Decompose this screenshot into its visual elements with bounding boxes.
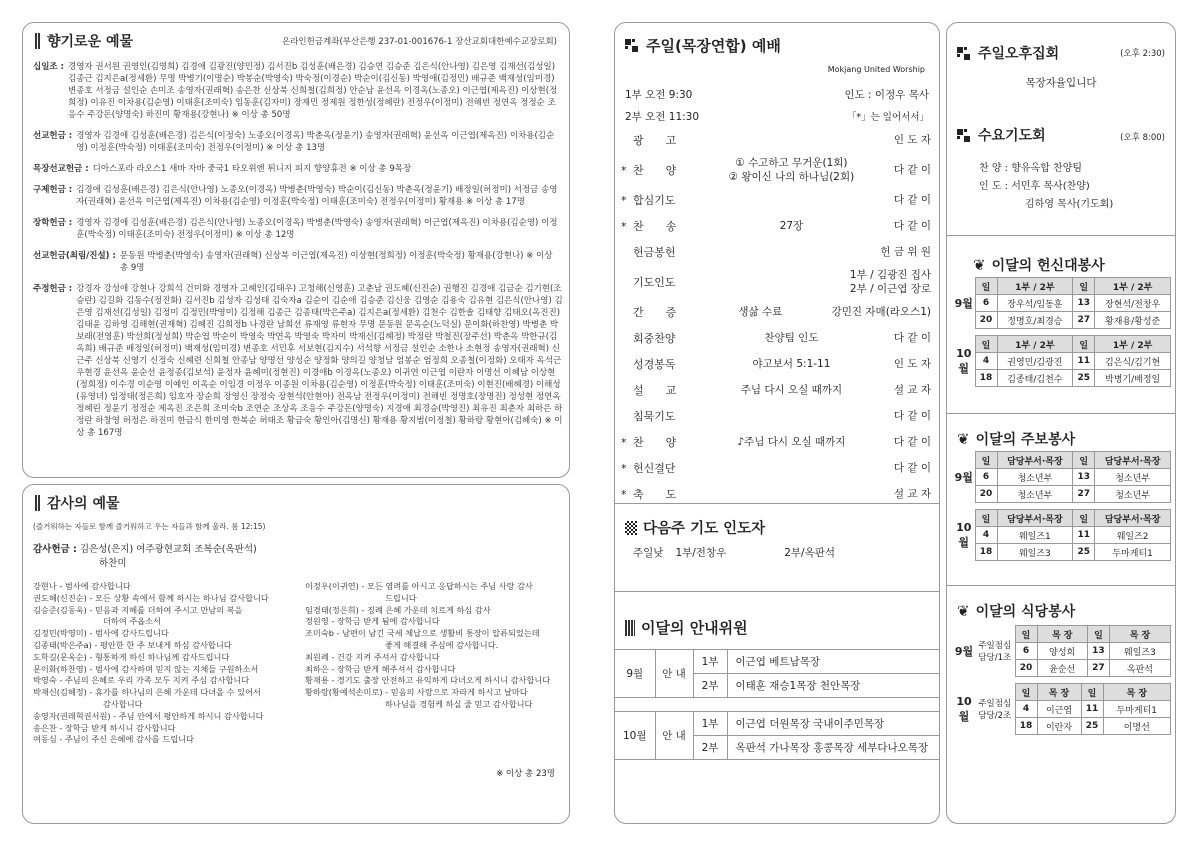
leaf-icon: ❦: [973, 256, 986, 274]
thanks-item: 임경태(정은희) - 징례 은혜 가운데 치르게 하심 감사: [305, 604, 491, 615]
cafeteria-header: [957, 601, 1075, 621]
assignee-cell: 옥판석: [1109, 660, 1170, 677]
ushers-title: 이달의 안내위원: [641, 619, 748, 637]
wednesday-leader-label: 인 도 :: [979, 181, 1009, 192]
service-item-leader: 다 같 이: [893, 164, 931, 176]
devotion-header: [973, 255, 1105, 275]
next-week-header: [625, 517, 765, 538]
assignee-cell: 장현석/전창우: [1095, 295, 1171, 312]
thanks-item: 이정우(이귀연) - 모든 염려를 아시고 응답하시는 주님 사랑 감사: [305, 581, 533, 591]
usher-names: 이근엽 베트남목장: [727, 650, 939, 674]
service-item-detail: 야고보서 5:1-11: [752, 358, 831, 370]
afternoon-header: [957, 43, 1059, 63]
day-cell: 13: [1087, 643, 1109, 660]
thanks-item: 더하여 주옵소서: [103, 616, 161, 627]
offering-section: [33, 61, 563, 121]
offering-label: 선교헌금(최림/진설) :: [33, 251, 116, 261]
day-cell: 13: [1073, 469, 1095, 486]
thanks-item: 김승준(김동욱) - 믿음과 지혜를 더하여 주시고 만남의 복을: [33, 604, 243, 615]
leaf-icon: ❦: [957, 430, 970, 448]
thanks-item: 도학길(문옥순) - 형통하게 하신 하나님께 감사드립니다: [33, 651, 230, 662]
day-cell: 25: [1073, 544, 1095, 561]
next-week-row: [633, 545, 835, 560]
service-item-name: 광 고: [633, 134, 677, 147]
month-table-header: [953, 684, 1171, 701]
header-cell: 1부 / 2부: [997, 278, 1073, 295]
team-label: 주일점심 담당/2조: [978, 699, 1012, 721]
header-cell: 담당부서·목장: [997, 510, 1073, 527]
month-table-row: [953, 486, 1171, 503]
month-label: 9월: [954, 297, 973, 310]
offering-section: [33, 163, 563, 175]
month-table-row: [953, 527, 1171, 544]
thanks-givers: 김은성(은지) 여주광현교회 조복순(옥판석): [79, 544, 257, 555]
worship-title: 주일(목장연합) 예배: [646, 37, 781, 55]
ushers-table: [615, 649, 939, 760]
wednesday-praise-team: 향유옥합 찬양팀: [1011, 163, 1083, 174]
day-cell: 18: [975, 370, 997, 387]
header-cell: 일: [975, 278, 997, 295]
fragrant-sections: [33, 61, 563, 448]
bar-marker-icon: [35, 33, 41, 49]
checker-marker-icon: [625, 521, 637, 535]
header-cell: 일: [1073, 452, 1095, 469]
month-table-header: [953, 278, 1171, 295]
header-cell: 일: [975, 510, 997, 527]
thanks-item: 송은찬 - 장학금 받게 하시니 감사합니다: [33, 722, 176, 733]
offering-names: 김경애 김성훈(배은경) 김은식(안나영) 노종오(이경옥) 박병춘(박영숙) 박순이(김신동) 박춘옥(정윤기) 배정일(허정미) 서정금 송영자(권래혁) 윤선옥 이근엽(제옥진) 이차용(김순영) 이정훈(박숙정) 이태훈(조미숙) 전정우(이정미) 황재용 ※ 이상 총 17명: [76, 185, 558, 207]
devotion-title: 이달의 헌신대봉사: [991, 258, 1105, 274]
service-item-leader: 다 같 이: [893, 332, 931, 344]
usher-row: [615, 712, 939, 736]
service-item-detail: 27장: [779, 220, 804, 232]
service-item: [621, 187, 935, 213]
afternoon-body: 목장자율입니다: [1025, 77, 1097, 89]
online-account: 온라인헌금계좌(부산은행 237-01-001676-1 장산교회대한예수교장로회): [282, 37, 557, 47]
month-table-header: [953, 510, 1171, 527]
header-cell: 담당부서·목장: [1095, 452, 1171, 469]
day-cell: 6: [975, 295, 997, 312]
worship-header: [625, 35, 781, 56]
header-cell: 일: [1087, 626, 1109, 643]
service-item-detail: 생삶 수료: [738, 306, 783, 318]
month-table: [953, 335, 1171, 387]
ushers-header: [625, 617, 748, 638]
day-cell: 11: [1073, 353, 1095, 370]
wednesday-praise: [979, 159, 1082, 174]
header-cell: 일: [975, 336, 997, 353]
thanks-item: 박재신(김혜정) - 휴가를 하나님의 은혜 가운데 다녀올 수 있어서: [33, 687, 261, 698]
service-item-leader: 다 같 이: [893, 194, 931, 206]
wednesday-leader-2: 김하영 목사(기도회): [1025, 199, 1114, 210]
assignee-cell: 청소년부: [1095, 469, 1171, 486]
day-cell: 27: [1073, 486, 1095, 503]
offering-names: 경영자 김경애 김성훈(배은경) 김은식(안나영) 노종오(이경옥) 박병춘(박영숙) 송영자(권래혁) 이근엽(제옥진) 이차용(김순영) 이정훈(박숙정) 이태훈(조미숙) 전정우(이정미) ※ 이상 총 12명: [76, 218, 558, 240]
service-item-name: 합심기도: [633, 194, 676, 207]
stand-marker: *: [621, 461, 627, 475]
service-item-name: 기도인도: [633, 276, 676, 289]
thanks-item: 드립니다: [385, 592, 417, 603]
assignee-cell: 이근엽: [1037, 701, 1081, 718]
offering-names: 경영자 김경애 김성훈(배은경) 김은식(이정숙) 노종오(이경옥) 박춘옥(정윤기) 송영자(권래혁) 윤선옥 이근엽(제옥진) 이차용(김순영) 이정훈(박숙정) 이태훈(조미숙) 전정우(이정미) ※ 이상 총 13명: [76, 131, 555, 153]
service-item-name: 헌신결단: [633, 462, 676, 475]
service-item-detail: ♪주님 다시 오실 때까지: [737, 436, 846, 448]
offering-section: [33, 217, 563, 241]
bulletin-header: [957, 429, 1075, 449]
thanks-givers-row: [33, 541, 257, 555]
assignee-cell: 청소년부: [997, 469, 1073, 486]
cafeteria-table: [947, 625, 1175, 741]
first-service-time: 1부 오전 9:30: [625, 89, 693, 101]
service-item: [621, 213, 935, 239]
thanks-verse: (즐거워하는 자들로 함께 즐거워하고 우는 자들과 함께 울라. 롬 12:15): [33, 522, 266, 531]
header-cell: 일: [1073, 336, 1095, 353]
offering-label: 구제헌금 :: [33, 185, 73, 195]
month-table-row: [953, 295, 1171, 312]
stand-marker: *: [621, 193, 627, 207]
month-table: [953, 509, 1171, 561]
thanks-item: 여동심 - 주님이 주신 은혜에 감사를 드립니다: [33, 734, 194, 745]
right-panel: [946, 22, 1176, 824]
thanks-item: 정원영 - 장학금 받게 됨에 감사합니다: [305, 616, 440, 627]
wednesday-leader-name: 서민후 목사(찬양): [1011, 181, 1090, 192]
day-cell: 20: [1015, 660, 1037, 677]
service-item: [621, 239, 935, 265]
service-item-name: 성경봉독: [633, 358, 676, 371]
usher-spacer: [615, 698, 939, 712]
thanks-item: 최원례 - 건강 지켜 주셔서 감사합니다: [305, 651, 440, 662]
thanks-item: 황재용 - 경기도 출장 안전하고 유익하게 다녀오게 하시니 감사합니다: [305, 675, 551, 686]
day-cell: 25: [1081, 718, 1103, 735]
offering-section: [33, 250, 563, 274]
usher-part: 1부: [693, 650, 727, 674]
assignee-cell: 이란자: [1037, 718, 1081, 735]
usher-part: 2부: [693, 736, 727, 760]
middle-panel: [614, 22, 940, 824]
bar-marker-icon: [625, 620, 635, 636]
service-item-detail: 찬양팀 인도: [764, 332, 819, 344]
month-table-header: [953, 626, 1171, 643]
thanks-item: 황하랑(황예석손미로) - 믿음의 사람으로 자라게 하시고 날마다: [305, 687, 528, 698]
assignee-cell: 청소년부: [1095, 486, 1171, 503]
fragrant-offering-header: [35, 31, 133, 51]
thanks-item: 최하은 - 장학금 받게 해주셔서 감사합니다: [305, 663, 456, 674]
assignee-cell: 김은식/김기현: [1095, 353, 1171, 370]
thanks-item: 박영숙 - 주님의 은혜로 우리 가족 모두 지켜 주심 감사합니다: [33, 675, 250, 686]
service-item-name: 회중찬양: [633, 332, 676, 345]
worship-leader: 인도 : 이정우 목사: [844, 89, 929, 101]
month-label: 10월: [956, 346, 972, 375]
wednesday-praise-label: 찬 양 :: [979, 163, 1009, 174]
stand-marker: *: [621, 487, 627, 501]
month-label: 9월: [954, 471, 973, 484]
offering-names: 강경자 강성애 강현나 강희석 건미화 경영자 고혜인(김태우) 고청해(신영훈) 고춘남 권도혜(신진순) 권행진 김경애 김금순 김기현(조승란) 김길화 김동수(정진화) 김서진b 김성자 김성태 김숙자a 김순이 김순애 김승준 김신웅 김영순 김용숙 김유현 김은식(안나영) 김은영 김재선(김성일) 김정미 김정민(박영미) 김정해 김종근 김종태(박은주a) 김지은a(정세환) 김천수 김한솔 김태향 김태오(옥진진) 김태윤 김하영 김해현(권재혁) 김혜진 김희정b 나경란 남희선 류재영 류현자 무명 문동원 문옥순(노덕실) 문이화(하찬영) 박병춘 박보래(전영훈) 박선희(정성희) 박순엽 박순이 박영숙 박연옥 박영숙 박자미 박재신(김혜정) 박정란 박철진(장주선) 박춘옥 박한규(김옥희) 배규준 배정일(허정미) 백재성(임미경) 변종호 서민후 서보현(김지수) 서석향 서정금 설인순 소한나 소현정 송영자(권래혁) 신근주 신상북 신영기 신정숙 신혜련 신희철 안종남 양명선 양성순 양정화 양의길 양청남 엄봉순 엄정희 오종철(이정화) 오태자 옥석근 우현경 윤선옥 윤순선 윤정종(김보석) 윤정자 윤혜미(정현진) 이경애b 이경옥(노종오) 이귀연 이근엽 이란자 이명선 이혜남 이상현(정희정) 이수경 이순영 이예인 이옥순 이임경 이정우 이종원 이차용(김순영) 이정훈(박숙정) 이태훈(조미숙) 이현진(배혜경) 이해성(유영녀) 임정태(정은희) 임호자 장순희 장영신 장정숙 장현석(안현아) 전옥남 전정우(이정미) 전해빈 정명호(장명진) 정성현 정연옥 정혜린 정윤기 정정순 제옥진 조은희 조미숙b 조연순 조상옥 조응수 주강돈(양명숙) 지경애 최경승(박영진) 최유진 최춘자 최하은 하정란 하창영 허정은 하진미 한금식 한미영 한복순 허태조 황금숙 황인아(김명신) 황재용 황지범(이정철) 황하랑 황현아(김혜숙) ※ 이상 총 167명: [76, 284, 563, 438]
day-cell: 27: [1087, 660, 1109, 677]
service-item: [621, 299, 935, 325]
assignee-cell: 웨일즈1: [997, 527, 1073, 544]
offering-label: 장학헌금 :: [33, 218, 73, 228]
next-week-first: 1부/전창우: [675, 547, 727, 559]
service-item-leader: 인 도 자: [893, 134, 931, 146]
day-cell: 6: [1015, 643, 1037, 660]
afternoon-time: (오후 2:30): [1120, 49, 1165, 59]
service-item-leader: 다 같 이: [893, 462, 931, 474]
next-week-label: 주일낮: [633, 547, 664, 559]
assignee-cell: 윤순선: [1037, 660, 1087, 677]
offering-label: 십일조 :: [33, 62, 64, 72]
month-table-row: [953, 469, 1171, 486]
month-table-header: [953, 336, 1171, 353]
afternoon-title: 주일오후집회: [978, 46, 1060, 62]
day-cell: 25: [1073, 370, 1095, 387]
thanks-item: 강현나 - 범사에 감사합니다: [33, 581, 131, 591]
square-marker-icon: [957, 129, 970, 142]
service-item-name: 설 교: [633, 384, 677, 397]
next-week-second: 2부/옥판석: [784, 547, 836, 559]
service-item-leader: 설 교 자: [893, 488, 931, 500]
month-label: 10월: [956, 694, 972, 723]
worship-english: Mokjang United Worship: [827, 65, 925, 74]
service-item-leader: 강민진 자매(라오스1): [831, 306, 931, 318]
team-label: 주일점심 담당/1조: [978, 641, 1012, 663]
usher-role: 안 내: [655, 650, 693, 698]
assignee-cell: 권영민/김광진: [997, 353, 1073, 370]
offering-section: [33, 130, 563, 154]
service-item: [621, 265, 935, 299]
assignee-cell: 장우석/임동훈: [997, 295, 1073, 312]
wednesday-header: [957, 125, 1046, 145]
service-item-leader: 인 도 자: [893, 358, 931, 370]
wednesday-title: 수요기도회: [978, 128, 1046, 144]
header-cell: 일: [1015, 684, 1037, 701]
service-item-detail: ① 수고하고 무거운(1회) ② 왕이신 나의 하나님(2회): [728, 157, 855, 183]
day-cell: 6: [975, 469, 997, 486]
day-cell: 11: [1073, 527, 1095, 544]
service-item: [621, 377, 935, 403]
header-cell: 일: [1015, 626, 1037, 643]
next-week-title: 다음주 기도 인도자: [643, 521, 766, 537]
thanks-item: 조미숙b - 남편이 남긴 국세 체납으로 생활비 통장이 압류되었는데: [305, 628, 540, 639]
service-item: [621, 325, 935, 351]
day-cell: 18: [975, 544, 997, 561]
month-table-row: [953, 312, 1171, 329]
header-cell: 담당부서·목장: [1095, 510, 1171, 527]
service-item: [621, 153, 935, 187]
service-item-name: 찬 송: [633, 220, 677, 233]
service-item: [621, 403, 935, 429]
service-item: [621, 351, 935, 377]
offering-names: 문동원 박병춘(박영숙) 송영자(권래혁) 신상북 이근엽(제옥진) 이상현(정희정) 이정훈(박숙정) 황재용(강현나) ※ 이상 총 9명: [119, 251, 553, 273]
header-cell: 목 장: [1109, 626, 1170, 643]
leaf-icon: ❦: [957, 602, 970, 620]
service-item-leader: 헌 금 위 원: [880, 246, 931, 258]
month-table: [953, 277, 1171, 329]
day-cell: 27: [1073, 312, 1095, 329]
usher-names: 이태훈 재승1목장 천안목장: [727, 674, 939, 698]
offering-names: 디아스포라 라오스1 새바 자바 중국1 타오위엔 튀니지 피지 향양휴전 ※ 이상 총 9목장: [92, 164, 412, 174]
month-label: 10월: [956, 520, 972, 549]
month-table-row: [953, 544, 1171, 561]
service-item-name: 찬 양: [633, 436, 677, 449]
usher-spacer-cell: [615, 698, 939, 712]
service-item-name: 찬 양: [633, 164, 677, 177]
assignee-cell: 양성희: [1037, 643, 1087, 660]
assignee-cell: 웨일즈2: [1095, 527, 1171, 544]
assignee-cell: 웨일즈3: [997, 544, 1073, 561]
wednesday-leader: [979, 177, 1090, 192]
service-item-name: 헌금봉헌: [633, 246, 676, 259]
thanks-item: 김종태(박은주a) - 평안한 한 주 보내게 하심 감사합니다: [33, 639, 232, 650]
assignee-cell: 두마게티1: [1103, 701, 1170, 718]
header-cell: 일: [975, 452, 997, 469]
ushers-grid: [615, 649, 939, 760]
service-item-name: 침묵기도: [633, 410, 676, 423]
day-cell: 20: [975, 486, 997, 503]
day-cell: 18: [1015, 718, 1037, 735]
order-of-service: [621, 127, 935, 507]
service-item: [621, 455, 935, 481]
thanks-item: 송영자(권래혁권서원) - 주님 안에서 평안하게 하시니 감사합니다: [33, 710, 264, 721]
month-table: [953, 451, 1171, 503]
stand-marker: *: [621, 435, 627, 449]
thanks-header: [35, 493, 120, 513]
thanks-label: 감사헌금 :: [33, 544, 77, 555]
thanks-item: 좋게 해결해 주심에 감사합니다.: [385, 639, 499, 650]
header-cell: 목 장: [1037, 626, 1087, 643]
thanks-title: 감사의 예물: [47, 496, 120, 512]
service-item-name: 간 증: [633, 306, 677, 319]
second-service-time: 2부 오전 11:30: [625, 111, 700, 123]
thanks-count: ※ 이상 총 23명: [496, 769, 555, 779]
usher-names: 이근엽 더원목장 국내이주민목장: [727, 712, 939, 736]
offering-label: 목장선교헌금 :: [33, 164, 89, 174]
service-item-detail: 주님 다시 오실 때까지: [740, 384, 843, 396]
wednesday-time: (오후 8:00): [1120, 133, 1165, 143]
usher-role: 안 내: [655, 712, 693, 760]
header-cell: 목 장: [1037, 684, 1081, 701]
service-item-name: 축 도: [633, 488, 677, 501]
bar-marker-icon: [35, 495, 41, 511]
service-item: [621, 127, 935, 153]
month-label: 9월: [954, 645, 974, 658]
offering-label: 주정헌금 :: [33, 284, 73, 294]
usher-month: 9월: [615, 650, 655, 698]
stand-marker: *: [621, 163, 627, 177]
square-marker-icon: [625, 39, 638, 52]
thanks-panel: [22, 484, 570, 824]
thanks-item: 권도혜(신진순) - 모든 상황 속에서 함께 하시는 하나님 감사합니다: [33, 592, 269, 603]
header-cell: 일: [1073, 278, 1095, 295]
fragrant-offering-title: 향기로운 예물: [47, 34, 134, 50]
usher-part: 2부: [693, 674, 727, 698]
usher-month: 10월: [615, 712, 655, 760]
month-table: [953, 683, 1171, 735]
left-panel: [22, 22, 570, 478]
service-item-leader: 1부 / 김광진 집사 2부 / 이근엽 장로: [849, 269, 931, 295]
bulletin-title: 이달의 주보봉사: [975, 432, 1076, 448]
stand-marker: *: [621, 219, 627, 233]
thanks-item: 하나님을 경험케 하실 줄 믿고 감사합니다: [385, 698, 533, 709]
month-table: [953, 625, 1171, 677]
header-cell: 담당부서·목장: [997, 452, 1073, 469]
service-item-leader: 다 같 이: [893, 436, 931, 448]
offering-label: 선교헌금 :: [33, 131, 73, 141]
assignee-cell: 김종태/김천수: [997, 370, 1073, 387]
header-cell: 목 장: [1103, 684, 1170, 701]
header-cell: 1부 / 2부: [1095, 278, 1171, 295]
assignee-cell: 정명호/최경승: [997, 312, 1073, 329]
assignee-cell: 두마게티1: [1095, 544, 1171, 561]
month-table-row: [953, 353, 1171, 370]
service-item-leader: 다 같 이: [893, 410, 931, 422]
day-cell: 20: [975, 312, 997, 329]
thanks-item: 김정민(박영미) - 범사에 감사드립니다: [33, 628, 169, 639]
header-cell: 1부 / 2부: [1095, 336, 1171, 353]
header-cell: 1부 / 2부: [997, 336, 1073, 353]
cafeteria-title: 이달의 식당봉사: [975, 604, 1076, 620]
month-table-header: [953, 452, 1171, 469]
assignee-cell: 황재용/황성준: [1095, 312, 1171, 329]
service-item-leader: 설 교 자: [893, 384, 931, 396]
thanks-list-right: [305, 581, 567, 711]
thanks-item: 문이화(하찬영) - 범사에 감사하며 믿지 않는 지체들 구원하소서: [33, 663, 259, 674]
usher-part: 1부: [693, 712, 727, 736]
assignee-cell: 웨일즈3: [1109, 643, 1170, 660]
square-marker-icon: [957, 47, 970, 60]
day-cell: 4: [975, 353, 997, 370]
assignee-cell: 청소년부: [997, 486, 1073, 503]
usher-names: 옥판석 가나목장 홍콩목장 세부다나오목장: [727, 736, 939, 760]
standing-note: 「*」는 일어서서」: [846, 112, 929, 123]
assignee-cell: 이명선: [1103, 718, 1170, 735]
thanks-list-left: [33, 581, 305, 746]
offering-section: [33, 184, 563, 208]
header-cell: 일: [1081, 684, 1103, 701]
thanks-item: 감사합니다: [103, 698, 143, 709]
thanks-givers-2: 하찬미: [99, 558, 127, 569]
assignee-cell: 박병기/배정일: [1095, 370, 1171, 387]
day-cell: 4: [1015, 701, 1037, 718]
bulletin-table: [947, 451, 1175, 567]
day-cell: 4: [975, 527, 997, 544]
month-table-row: [953, 370, 1171, 387]
offering-names: 경영자 권서원 권영인(김영희) 김경애 김광진(양민정) 김서진b 김성훈(배은경) 김승연 김승준 김은식(안나영) 김은영 김재선(김성일) 김종근 김지은a(정세환) 무명 박병기(이명순) 박봉순(박영숙) 박숙정(이경순) 박순이(김신동) 박영애(김정민) 배규준 백재성(임미경) 변종호 서정금 설인순 손미조 송영자(권래혁) 송은찬 신상북 신희철(김희정) 안순남 윤선옥 이경옥(노종오) 이근엽(제옥진) 이상현(정희정) 이유진 이차용(김순영) 이태훈(조미숙) 임동훈(김자미) 장재민 정제원 정한성(정혜란) 전정우(이정미) 전해빈 정연옥 정정순 조응수 주강돈(양명숙) 하진미 황재용(강현나) ※ 이상 총 50명: [68, 62, 558, 120]
day-cell: 11: [1081, 701, 1103, 718]
usher-row: [615, 650, 939, 674]
day-cell: 13: [1073, 295, 1095, 312]
header-cell: 일: [1073, 510, 1095, 527]
offering-section: [33, 283, 563, 439]
service-item: [621, 429, 935, 455]
devotion-table: [947, 277, 1175, 393]
service-item-leader: 다 같 이: [893, 220, 931, 232]
